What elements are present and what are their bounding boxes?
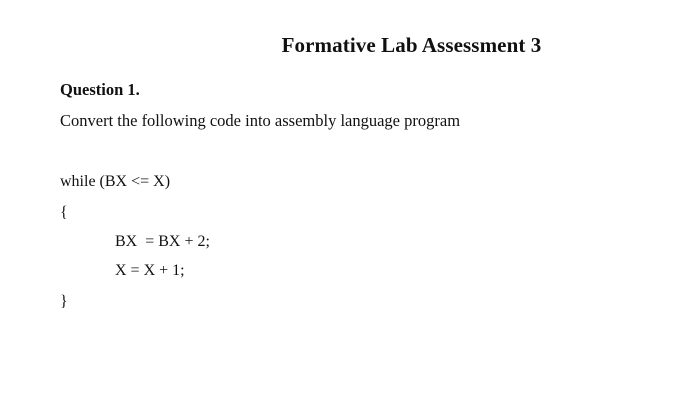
question-heading: Question 1.: [60, 80, 140, 99]
code-close-brace: }: [60, 293, 68, 310]
code-open-brace: {: [60, 204, 68, 221]
document-title: Formative Lab Assessment 3: [281, 33, 542, 57]
code-statement: X = X + 1;: [115, 262, 185, 279]
code-statement: BX = BX + 2;: [115, 233, 210, 250]
code-while-line: while (BX <= X): [60, 173, 171, 190]
question-instruction: Convert the following code into assembly language program: [60, 111, 461, 130]
